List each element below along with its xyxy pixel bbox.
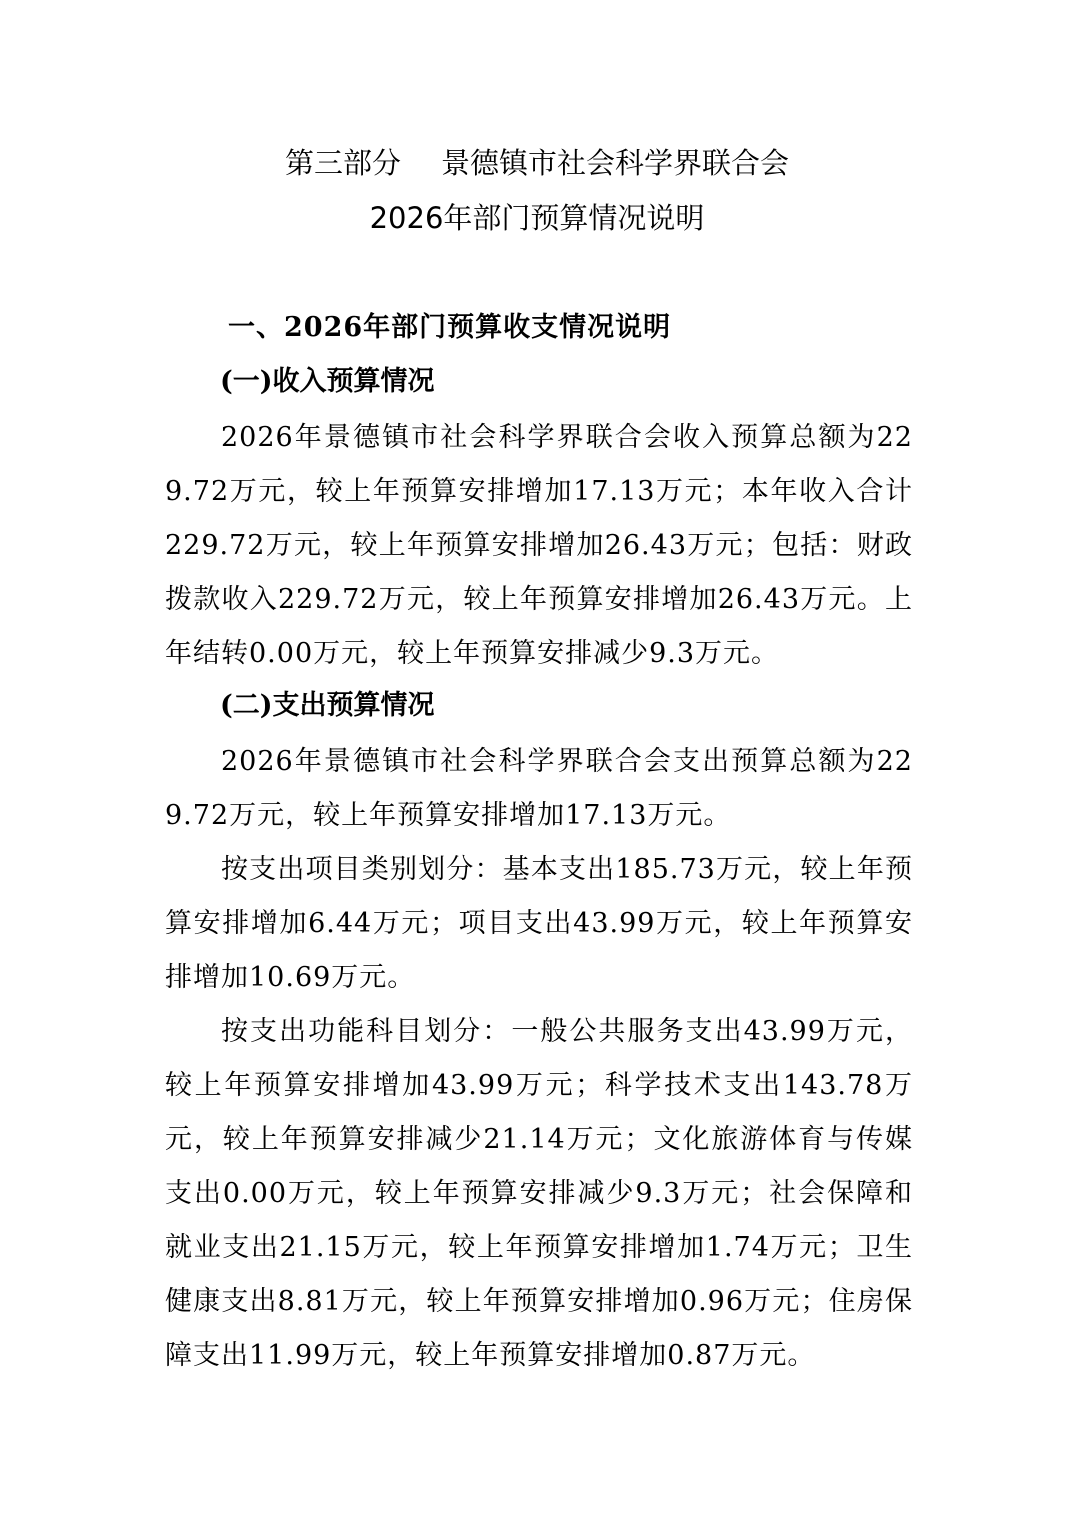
document-title [0, 143, 1074, 183]
category-paragraph: 按支出项目类别划分：基本支出185.73万元，较上年预算安排增加6.44万元；项目支出43.99万元，较上年预算安排增加10.69万元。 [165, 854, 913, 993]
section-heading-main: 一、2026年部门预算收支情况说明 [228, 312, 672, 343]
part-label: 第三部分 [284, 146, 401, 180]
document-subtitle: 2026年部门预算情况说明 [369, 201, 705, 235]
income-paragraph: 2026年景德镇市社会科学界联合会收入预算总额为229.72万元，较上年预算安排增加17.13万元；本年收入合计229.72万元，较上年预算安排增加26.43万元；包括：财政拨款收入229.72万元，较上年预算安排增加26.43万元。上年结转0.00万元，较上年预算安排减少9.3万元。 [165, 422, 913, 669]
section-heading-expense: (二)支出预算情况 [220, 690, 435, 721]
expense-paragraph: 2026年景德镇市社会科学界联合会支出预算总额为229.72万元，较上年预算安排增加17.13万元。 [165, 746, 913, 831]
function-paragraph: 按支出功能科目划分：一般公共服务支出43.99万元，较上年预算安排增加43.99万元；科学技术支出143.78万元，较上年预算安排减少21.14万元；文化旅游体育与传媒支出0.00万元，较上年预算安排减少9.3万元；社会保障和就业支出21.15万元，较上年预算安排增加1.74万元；卫生健康支出8.81万元，较上年预算安排增加0.96万元；住房保障支出11.99万元，较上年预算安排增加0.87万元。 [165, 1016, 913, 1371]
section-heading-income: (一)收入预算情况 [220, 366, 435, 397]
org-name: 景德镇市社会科学界联合会 [441, 146, 790, 180]
